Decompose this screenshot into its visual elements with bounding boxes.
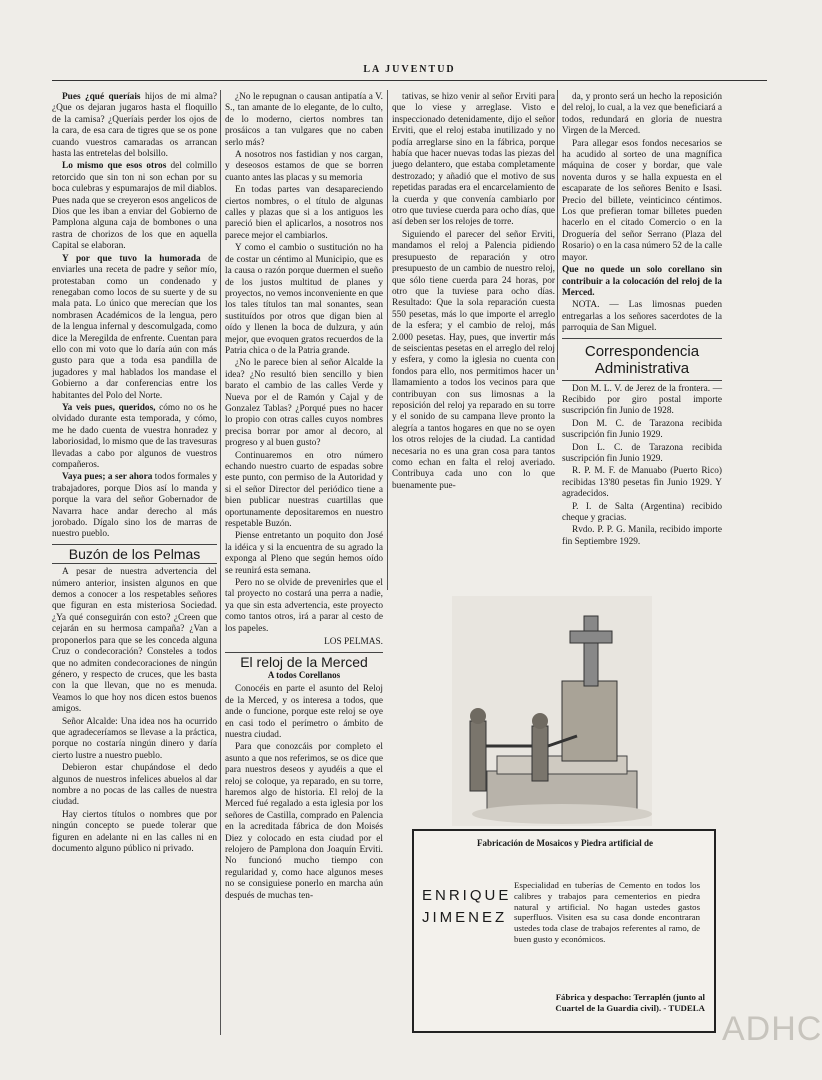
reloj-subheading: A todos Corellanos (267, 669, 341, 680)
ad-logo-line2: JIMENEZ (422, 909, 508, 926)
section-rule (562, 380, 722, 381)
paragraph: da, y pronto será un hecho la reposición del reloj, lo cual, a la vez que beneficiará a todos, redundará en gloria de nuestra Virgen de la Merced. (562, 92, 722, 137)
appeal-note: Que no quede un solo corellano sin contribuir a la colocación del reloj de la Merced. (562, 265, 722, 298)
paragraph: Señor Alcalde: Una idea nos ha ocurrido que agradeceríamos se llevase a la práctica, porque no costaría ningún dinero y daría cierto lustre a nuestro pueblo. (52, 716, 217, 761)
section-rule (562, 338, 722, 339)
paragraph: Y como el cambio o sustitución no ha de costar un céntimo al Municipio, que es la causa o razón porque duermen el sueño de los justos multitud de planes y proyectos, no vemos inconveniente en que los tales títulos tan mal sonantes, sean sustituídos por otros que digan bien al oído y llenen la boca de dulzura, y aún mejor, que evoquen gratos recuerdos de la Patria chica o de la Patria grande. (225, 243, 384, 356)
paragraph: Continuaremos en otro número echando nuestro cuarto de espadas sobre este punto, con permiso de la Autoridad y si el señor Director del periódico tiene a bien publicar nuestras cuartillas que oportunamente depositaremos en nuestro respetable Buzón. (225, 450, 383, 530)
section-rule (225, 652, 383, 653)
correspondence-entry: Rvdo. P. P. G. Manila, recibido importe fin Septiembre 1929. (562, 525, 722, 547)
lead-phrase: Lo mismo que esos otros (62, 161, 167, 172)
paragraph: Piense entretanto un poquito don José la idéica y si la encuentra de su agrado la exponga al Pleno que según hemos oído se reunirá esta semana. (225, 531, 383, 576)
paragraph: A nosotros nos fastidian y nos cargan, y deseosos estamos de que se borren cuanto antes las placas y su memoria (225, 150, 383, 183)
column-4 (562, 92, 722, 549)
lead-phrase: Pues ¿qué queríais (62, 92, 141, 102)
ad-logo-line1: ENRIQUE (422, 887, 512, 904)
paragraph: En todas partes van desapareciendo ciertos nombres, o el título de algunas calles y plazas que si a los antiguos les pareció bien el aplicarlos, a nosotros nos parece mejor el cambiarlos. (225, 185, 383, 241)
column-divider-1 (220, 90, 221, 1035)
lead-phrase: Ya veis pues, queridos, (62, 402, 156, 413)
paragraph: Debieron estar chupándose el dedo algunos de nuestros infelices abuelos al dar nombre a no pocas de las calles de nuestra ciudad. (52, 763, 217, 808)
paragraph: Para que conozcáis por completo el asunto a que nos referimos, se os dice que para nuestros deseos y ayudéis a que el reloj se coloque, ya reparado, en su torre, haremos algo de historia. El reloj de la Merced fué regalado a esta iglesia por los señores de Castilla, comprado en Palencia en la acreditada fábrica de don Moisés Diez y colocado en esta ciudad por el relojero de Pamplona don Joaquín Erviti. No funcionó mucho tiempo con regularidad y, como hace algunos meses no se consiguiese ponerlo en marcha aún después de muchas ten- (225, 742, 383, 901)
section-rule (52, 563, 217, 564)
column-divider-3 (557, 90, 558, 370)
correspondence-entry: P. I. de Salta (Argentina) recibido cheque y gracias. (562, 501, 722, 523)
column-3 (392, 92, 555, 493)
signature: LOS PELMAS. (324, 637, 383, 648)
ad-footer-line2: Cuartel de la Guardia civil). - TUDELA (555, 1002, 705, 1013)
paragraph: del colmillo retorcido que sin ton ni son echan por su boca culebras y espumarajos de mil diablos. Pues nada que se creyeron esos angelicos de Dios que les iban a enviar del Gobierno de Pamplona alguna caja de bombones o una rastra de chorizos de los que en aquella Capital se elaboran. (52, 161, 217, 252)
masthead: LA JUVENTUD (363, 64, 456, 75)
paragraph: Para allegar esos fondos necesarios se ha acudido al sorteo de una magnífica máquina de coser y bordar, que vale noventa duros y se halla expuesta en el escaparate de los señores Benito e Isasi. Precio del billete, veinticinco céntimos. Los que prefieran tomar billetes pueden hacerlo en el citado Comercio o en la Droguería del señor Serrano (Plaza del Rosario) o en la casa número 52 de la calle mayor. (562, 138, 722, 263)
reloj-heading: El reloj de la Merced (240, 653, 368, 670)
ad-footer-line1: Fábrica y despacho: Terraplén (junto al (555, 992, 705, 1002)
ad-footer (485, 992, 705, 1013)
masthead-rule (52, 80, 767, 81)
paragraph: ¿No le parece bien al señor Alcalde la idea? ¿No resultó bien sencillo y bien barato el cambio de las calles Verde y Nueva por el de Ramón y Cajal y de Gonzalez Tablas? ¿Porqué pues no hacer lo propio con otras calles cuyos nombres precisa borrar por amor al decoro, al progreso y al buen gusto? (225, 358, 383, 449)
lead-phrase: Vaya pues; a ser ahora (62, 472, 153, 483)
paragraph: cómo no os he olvidado durante esta temporada, y cómo, me he dado cuenta de vuestra honradez y laboriosidad, lo mismo que de las travesuras llevadas a cabo por algunos de vuestros compañeros. (52, 402, 217, 470)
ad-title: Fabricación de Mosaicos y Piedra artificial de (477, 838, 653, 848)
paragraph: tativas, se hizo venir al señor Erviti para que lo viese y arreglase. Visto e inspeccionado detenidamente, dijo el señor Erviti, que el reloj estaba inutilizado y no podía arreglarse sino en la fábrica, porque había que hacer nuevas todas las piezas del juego delantero, que estaba completamente destrozado; y añadió que el motivo de sus repetidas paradas era el encarcelamiento de la cuerda y que convenía cambiarlo por otro que tuviese cuerda para ocho días, que así deben ser los relojes de torre. (392, 92, 555, 228)
paragraph: Hay ciertos títulos o nombres que por ningún concepto se puede tolerar que figuren en adelante ni en las calles ni en documento alguno público ni privado. (52, 809, 217, 854)
section-rule (52, 544, 217, 545)
paragraph: Siguiendo el parecer del señor Erviti, mandamos el reloj a Palencia pidiendo presupuesto de reparación y otro presupuesto de un cambio de nuestro reloj, que sólo tiene cuerda para 24 horas, por otro que la tuviese para ocho días. Resultado: Que la sola reparación cuesta 550 pesetas, más lo que importe el arreglo de la esfera; y el cambio de reloj, más 2.000 pesetas. Hay, pues, que invertir más de seiscientas pesetas en el arreglo del reloj y esfera, y como la iglesia no cuenta con fondos para ello, nos permitimos hacer un llamamiento a todos los vecinos para que contribuyan con sus limosnas a la reposición del reloj ya reparado en su torre y el sonido de su campana lleve pronto la alegría a tantos hogares en que no se oyen los otros relojes de la ciudad. La cantidad necesaria no es una gran cosa para tantos como echan en falta el reloj averiado. Contribuya cada uno con lo que buenamente pue- (392, 229, 555, 491)
paragraph: Conocéis en parte el asunto del Reloj de la Merced, y os interesa a todos, que ande o funcione, porque este reloj se oye en casi todo el perímetro o ámbito de nuestra ciudad. (225, 684, 383, 740)
ad-logo (422, 885, 512, 929)
buzon-heading: Buzón de los Pelmas (68, 545, 201, 562)
paragraph: ¿No le repugnan o causan antipatía a V. S., tan amante de lo elegante, de lo culto, de lo moderno, ciertos nombres tan prosáicos a tan vulgares que no caben serlo más? (225, 92, 383, 148)
correspondence-entry: Don L. C. de Tarazona recibida suscripción fin Junio 1929. (562, 442, 722, 464)
correspondence-entry: Don M. L. V. de Jerez de la frontera. — Recibido por giro postal importe suscripción fin Junio de 1928. (562, 383, 722, 417)
lead-phrase: Y por que tuvo la humorada (62, 253, 201, 264)
column-1 (52, 92, 217, 856)
ad-text: Especialidad en tuberías de Cemento en todos los calibres y trabajos para cementerios en piedra natural y artificial. No hagan ustedes gastos superfluos. Visiten esa su casa donde encontraran ustedes toda clase de trabajos referentes al ramo, de buen gusto y económicos. (514, 880, 700, 944)
paragraph: de enviarles una receta de padre y señor mío, protestaban como un condenado y renegaban como locos de su suerte y de su mala pata. Lo único que merecían que los nombrasen Académicos de la lengua, pero de la lengua infernal y descomulgada, como dice la Meregilda de enfrente. Cuentan para ello con mi voto que lo daría aún con más gusto para que a toda esa pandilla de jugadores y mal hablados los mandase el Gobierno a dar conferencias entre los habitantes del Polo del Norte. (52, 253, 218, 401)
column-2 (225, 92, 383, 903)
correspondencia-heading: Correspondencia Administrativa (584, 342, 700, 377)
tomb-illustration (452, 596, 652, 826)
paragraph: A pesar de nuestra advertencia del número anterior, insisten algunos en que demos a conocer a los respetables señores que figuran en esta misteriosa Sociedad. ¿Ya qué conseguirán con esto? ¿Creen que cejarán en su hermosa campaña? ¿Van a proponerlos para que se les conceda alguna Cruz o condecoración? Consteles a todos que no admiten condecoraciones de ningún género, y respecto de cruces, que les basta con la que llevan, que no es menuda. Veamos lo que hoy nos dicen estos buenos amigos. (52, 567, 217, 715)
column-divider-2 (387, 90, 388, 590)
correspondence-entry: Don M. C. de Tarazona recibida suscripción fin Junio 1929. (562, 418, 722, 441)
paragraph: Pero no se olvide de prevenirles que el tal proyecto no costará una perra a nadie, ya que sin esta advertencia, este proyecto como tantos otros, irá a parar al cesto de los papeles. (225, 578, 383, 634)
correspondence-entry: R. P. M. F. de Manuabo (Puerto Rico) recibidas 13'80 pesetas fin Junio 1929. Y agradecidos. (562, 466, 722, 500)
archive-watermark: ADHC (722, 1010, 822, 1048)
paragraph: hijos de mi alma? ¿Que os dejaran jugaros hasta el floquillo de la camisa? ¿Queríais perder los ojos de la cara, de esa cara de tigres que se os pone cuando vuestros camaradas os arrancan hasta las entretelas del bolsillo. (52, 92, 217, 160)
paragraph: todos formales y trabajadores, porque Dios así lo manda y porque la vara del señor Gobernador de Navarra hace andar derecho al más jorobado. Dígalo sino los de marras de nuestro pueblo. (52, 472, 217, 540)
paragraph: NOTA. — Las limosnas pueden entregarlas a los señores sacerdotes de la parroquia de San Miguel. (562, 300, 722, 334)
